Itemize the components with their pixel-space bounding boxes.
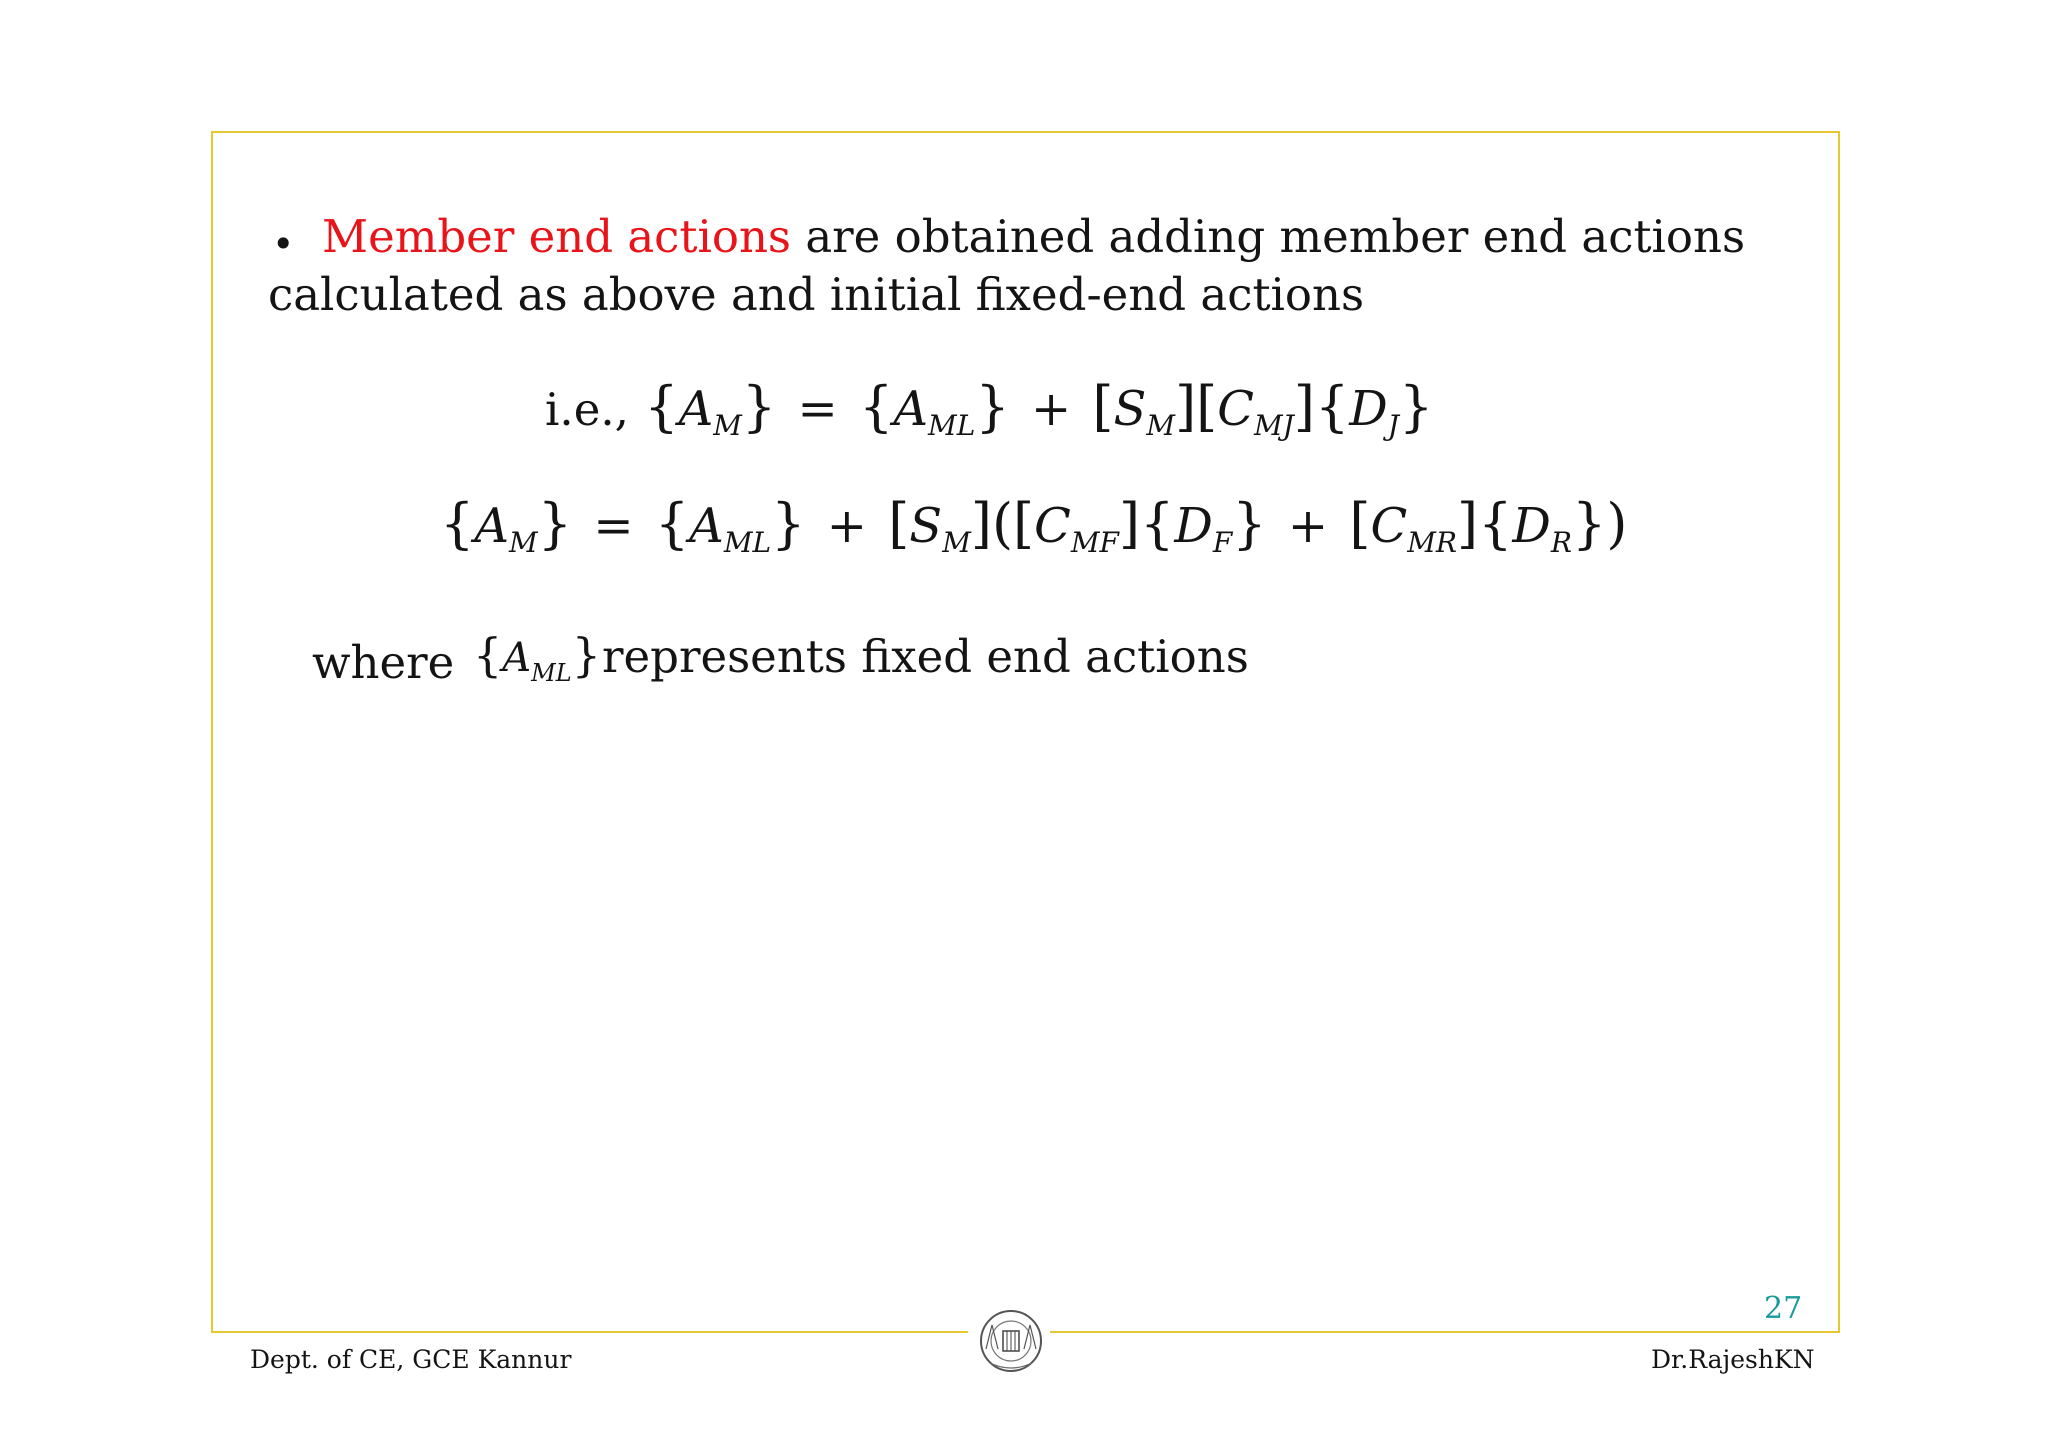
- equation-1: i.e., $\{A_M\} = \{A_{ML}\} + [S_M][C_{MJ}]\{D_J\}$: [545, 375, 1434, 442]
- where-symbol: $\{A_{ML}\}$: [473, 628, 601, 687]
- college-seal-logo: [978, 1305, 1044, 1377]
- where-label: where: [312, 636, 455, 689]
- footer-department: Dept. of CE, GCE Kannur: [250, 1345, 572, 1374]
- ie-prefix: i.e.,: [545, 383, 629, 436]
- equation-2: $\{A_M\} = \{A_{ML}\} + [S_M]([C_{MF}]\{D_F\} + [C_{MR}]\{D_R\})$: [440, 492, 1628, 559]
- bullet-point: •: [272, 222, 295, 266]
- where-description: represents fixed end actions: [602, 630, 1249, 683]
- bullet-line-1: [322, 210, 1746, 263]
- page-number: 27: [1764, 1291, 1803, 1326]
- bullet-line-2: calculated as above and initial fixed-end actions: [268, 268, 1365, 321]
- footer-divider-left: [211, 1331, 968, 1333]
- footer-author: Dr.RajeshKN: [1651, 1345, 1815, 1374]
- footer-divider-right: [1050, 1331, 1840, 1333]
- highlight-term: Member end actions: [322, 210, 792, 263]
- bullet-line-1-rest: are obtained adding member end actions: [791, 210, 1746, 263]
